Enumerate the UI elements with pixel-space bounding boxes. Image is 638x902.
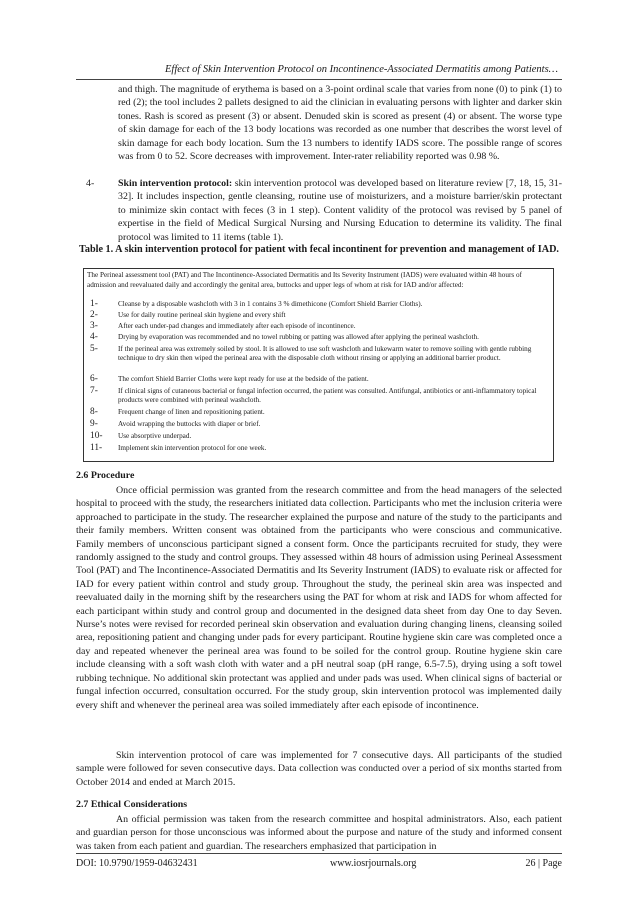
row-number: 10- — [90, 431, 103, 441]
row-text: Cleanse by a disposable washcloth with 3 in 1 contains 3 % dimethicone (Comfort Shield Barrier Cloths). — [118, 300, 423, 308]
row-number: 7- — [90, 386, 98, 396]
row-text: Use absorptive underpad. — [118, 432, 192, 440]
footer-page-number: 26 | Page — [525, 858, 562, 869]
row-number: 4- — [90, 332, 98, 342]
row-number: 9- — [90, 419, 98, 429]
section-heading-ethics: 2.7 Ethical Considerations — [76, 799, 188, 810]
running-header: Effect of Skin Intervention Protocol on Incontinence-Associated Dermatitis among Patients… — [165, 64, 558, 75]
row-number: 5- — [90, 344, 98, 354]
footer-rule — [76, 853, 562, 854]
row-text: After each under-pad changes and immediately after each episode of incontinence. — [118, 322, 356, 330]
row-number: 11- — [90, 443, 103, 453]
intro-paragraph: and thigh. The magnitude of erythema is based on a 3-point ordinal scale that varies from none (0) to pink (1) to red (2); the tool includes 2 pallets designed to aid the clinician in evaluating persons with lighter and darker skin tones. Rash is scored as present (3) or absent. Denuded skin is scored as present (4) or absent. The worse type of skin damage for each of the 13 body locations was recorded as one number that describes the worst level of skin damage for each body location. Sum the 13 numbers to identify IADS score. The possible range of scores was from 0 to 52. Score decreases with improvement. Inter-rater reliability reported was 0.98 %. — [118, 84, 562, 163]
procedure-paragraph-2: Skin intervention protocol of care was implemented for 7 consecutive days. All participants of the studied sample were followed for seven consecutive days. Data collection was conducted over a period of six months started from October 2014 and ended at March 2015. — [76, 750, 562, 788]
row-text: Drying by evaporation was recommended and no towel rubbing or patting was allowed after applying the perineal washcloth. — [118, 333, 479, 341]
row-text: Frequent change of linen and repositioning patient. — [118, 408, 265, 416]
row-number: 1- — [90, 299, 98, 309]
row-number: 6- — [90, 374, 98, 384]
row-number: 3- — [90, 321, 98, 331]
row-text: Avoid wrapping the buttocks with diaper or brief. — [118, 420, 261, 428]
list-item-4 — [76, 177, 562, 243]
row-text: The comfort Shield Barrier Cloths were kept ready for use at the bedside of the patient. — [118, 375, 369, 383]
footer-website: www.iosrjournals.org — [330, 858, 417, 869]
row-text: Implement skin intervention protocol for one week. — [118, 444, 267, 452]
ethics-paragraph: An official permission was taken from the research committee and hospital administrators. Also, each patient and guardian person for those unconscious was informed about the purpose and nature of the study and informed consent was taken from each patient and guardian. The researchers emphasized that participation in — [76, 814, 562, 852]
footer-doi: DOI: 10.9790/1959-04632431 — [76, 858, 198, 869]
protocol-table — [83, 268, 554, 462]
item-number: 4- — [86, 178, 95, 189]
row-text: Use for daily routine perineal skin hygiene and every shift — [118, 311, 286, 319]
table-intro: The Perineal assessment tool (PAT) and The Incontinence-Associated Dermatitis and Its Severity Instrument (IADS) were evaluated within 48 hours of admission and reevaluated daily and accordingly the genital area, buttocks and upper legs of whom at risk for IAD and/or affected: — [87, 271, 522, 289]
item-text — [118, 177, 562, 244]
row-number: 8- — [90, 407, 98, 417]
item-title: Skin intervention protocol: — [118, 178, 233, 189]
row-number: 2- — [90, 310, 98, 320]
header-rule — [76, 79, 562, 80]
item-body: skin intervention protocol was developed based on literature review [7, 18, 15, 31-32]. It includes inspection, gentle cleansing, routine use of moisturizers, and a moisture barrier/skin protectant to minimize skin contact with feces (3 in 1 step). Content validity of the protocol was revised by 5 panel of expertise in the field of Medical Surgical Nursing and Nursing Education to determine its validity. The final protocol was limited to 11 items (table 1). — [118, 178, 562, 243]
section-heading-procedure: 2.6 Procedure — [76, 470, 135, 481]
table-caption: Table 1. A skin intervention protocol for patient with fecal incontinent for prevention and management of IAD. — [79, 244, 559, 255]
row-text: If clinical signs of cutaneous bacterial or fungal infection occurred, the patient was consulted. Antifungal, antibiotics or anti-inflammatory topical products were combined with perineal washcloth. — [118, 387, 537, 405]
procedure-paragraph-1: Once official permission was granted from the research committee and from the head managers of the selected hospital to proceed with the study, the researchers initiated data collection. Participants who met the inclusion criteria were approached to participate in the study. The researcher explained the purpose and nature of the study to the participants and their family members. Written consent was obtained from the participants who were conscious and communicative. Family members of unconscious participant signed a consent form. Once the participants recruited for study, they were randomly assigned to the study and control groups. They assessed within 48 hours of admission using Perineal Assessment Tool (PAT) and The Incontinence-Associated Dermatitis and Its Severity Instrument (IADS) to evaluate risk or affected for IAD for every patient within control and study group. Throughout the study, the perineal skin area was inspected and reevaluated daily in the morning shift by the researchers using the PAT for whom at risk and IADS for whom affected for each participant within study and control group and documented in the designed data sheet from day One to day Seven. Nurse’s notes were revised for recorded perineal skin observation and evaluation during changing linens, cleansing soiled area, repositioning patient and changing under pads for every participant. Routine hygiene skin care was completed once a day and repeated whenever the perineal area was found to be soiled for the control group. Routine hygiene skin care include cleansing with a soft wash cloth with water and a pH neutral soap (pH range, 6.5-7.5), drying using a soft towel rubbing technique. No additional skin protectant was applied and under pads was used. When clinical signs of bacterial or fungal infection occurred, consultation occurred. For the study group, skin intervention protocol was implemented daily every shift and whenever the perineal area was soiled immediately after each episode of incontinence. — [76, 485, 562, 711]
row-text: If the perineal area was extremely soiled by stool. It is allowed to use soft washcloth and lukewarm water to remove soiling with gentle rubbing technique to dry skin then wiped the perineal area with the disposable cloth without rinsing or applying an additional barrier product. — [118, 345, 532, 363]
